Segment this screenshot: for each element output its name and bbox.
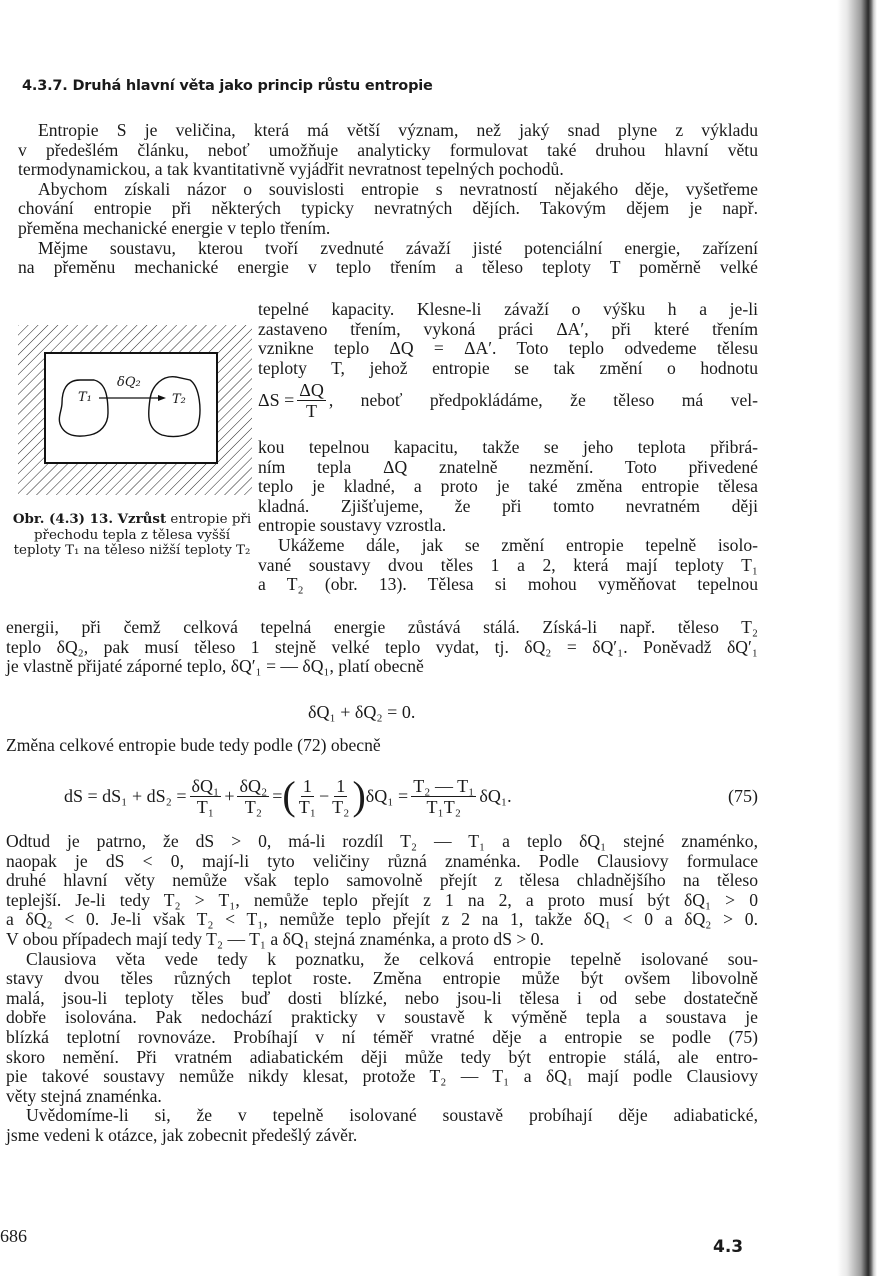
text-line: blízká teplotní rovnováze. Probíhají v ní téměř vratné děje a entropie se podle (75) (6, 1026, 758, 1047)
text-line: Entropie S je veličina, která má větší význam, než jaký snad plyne z výkladu (38, 120, 758, 140)
label-delta-q2: δQ₂ (117, 375, 141, 390)
fraction (297, 380, 326, 421)
text-line: , neboť předpokládáme, že těleso má vel- (328, 390, 758, 410)
paren-close: ) (352, 773, 366, 818)
paragraph-4 (6, 618, 758, 677)
denominator: T (306, 401, 318, 421)
eq-term: δQ₁. (479, 785, 512, 806)
text-line: energii, při čemž celková tepelná energie zůstává stálá. Získá-li např. těleso T₂ (6, 617, 758, 637)
text-line: Clausiova věta vede tedy k poznatku, že celková entropie tepelně isolované sou- (26, 948, 758, 969)
numerator: δQ₂ (239, 775, 268, 796)
text-line: skoro nemění. Při vratném adiabatickém ději může tedy být entropie stálá, ale entro- (6, 1046, 758, 1067)
text-line: kladná. Zjišťujeme, že při tomto nevratném ději (258, 495, 758, 516)
text-line: vznikne teplo ΔQ = ΔA′. Toto teplo odvedeme tělesu (258, 338, 758, 359)
numerator: 1 (302, 775, 312, 796)
caption-text: entropie při přechodu tepla z tělesa vyšší teploty T₁ na těleso nižší teploty T₂ (13, 512, 252, 558)
text-line: v předešlém článku, neboť umožňuje analyticky formulovat také druhou hlavní větu (18, 139, 758, 160)
text-line: teplejší. Je-li tedy T₂ > T₁, nemůže teplo přejít z 1 na 2, a proto musí být δQ₁ > 0 (6, 889, 758, 910)
caption-title: Obr. (4.3) 13. Vzrůst (12, 511, 167, 527)
equation-delta-s (258, 380, 758, 421)
eq-lhs: ΔS = (258, 390, 295, 410)
equation-intro (6, 736, 758, 756)
text-line: zastaveno třením, vykoná práci ΔA′, při které třením (258, 318, 758, 339)
paragraph-3-continued (258, 438, 758, 595)
text-line: a T₂ (obr. 13). Tělesa si mohou vyměňovat tepelnou (258, 574, 758, 595)
text-line: stavy dvou těles různých teplot roste. Změna entropie může být ovšem libovolně (6, 968, 758, 989)
text-line: V obou případech mají tedy T₂ — T₁ a δQ₁ stejná znaménka, a proto dS > 0. (6, 928, 544, 949)
text-line: Mějme soustavu, kterou tvoří zvednuté závaží jisté potenciální energie, zařízení (38, 237, 758, 258)
paren-open: ( (282, 773, 296, 818)
denominator: T₁ (196, 796, 215, 817)
text-line: entropie soustavy vzrostla. (258, 515, 447, 536)
text-line: teplo je kladné, a proto je také změna entropie tělesa (258, 476, 758, 497)
text-line: je vlastně přijaté záporné teplo, δQ′₁ = — δQ₁, platí obecně (6, 656, 424, 677)
page-number: 686 (0, 1226, 27, 1246)
equation-heat-sum: δQ₁ + δQ₂ = 0. (308, 702, 416, 722)
book-binding-shadow (837, 0, 877, 1276)
fraction (332, 776, 349, 817)
operator: + (224, 785, 235, 806)
text-line: Abychom získali názor o souvislosti entropie s nevratností nějakého děje, vyšetřeme (38, 178, 758, 199)
text-line: na přeměnu mechanické energie v teplo třením a těleso teploty T poměrně velké (18, 257, 758, 278)
operator: = (272, 785, 283, 806)
text-line: teplo δQ₂, pak musí těleso 1 stejně velké teplo vydat, tj. δQ₂ = δQ′₁. Poněvadž δQ′₁ (6, 636, 758, 657)
eq-term: δQ₁ = (365, 785, 409, 806)
paragraph-3-column (258, 300, 758, 378)
equation-75 (64, 768, 758, 824)
text-line: druhé hlavní věty nemůže však teplo samovolně přejít z tělesa chladnějšího na těleso (6, 870, 758, 891)
numerator: ΔQ (299, 380, 324, 400)
text-line: naopak je dS < 0, mají-li tyto veličiny různá znaménka. Podle Clausiovy formulace (6, 850, 758, 871)
figure-caption (12, 512, 252, 559)
fraction (190, 776, 222, 817)
text-line: věty stejná znaménka. (6, 1085, 162, 1106)
denominator: T₂ (332, 796, 350, 817)
text-line: teploty T, jehož entropie se tak změní o hodnotu (258, 357, 758, 378)
text-line: kou tepelnou kapacitu, takže se jeho teplota přibrá- (258, 437, 758, 457)
text-line: Ukážeme dále, jak se změní entropie tepelně isolo- (278, 534, 758, 555)
label-t1: T₁ (78, 390, 92, 405)
text-line: Změna celkové entropie bude tedy podle (72) obecně (6, 735, 381, 755)
figure-13-diagram (18, 325, 252, 495)
numerator: 1 (336, 775, 346, 796)
label-t2: T₂ (172, 392, 186, 407)
numerator: δQ₁ (191, 775, 220, 796)
equation-number: (75) (728, 785, 758, 806)
text-line: ním tepla ΔQ znatelně nezmění. Toto přivedené (258, 456, 758, 477)
text-line: malá, jsou-li teploty těles buď dosti blízké, nebo jsou-li tělesa i od sebe dostatečně (6, 987, 758, 1008)
eq-lhs: dS = dS₁ + dS₂ = (64, 785, 187, 806)
text-line: dobře isolována. Pak nedochází prakticky v soustavě k výměně tepla a soustava je (6, 1007, 758, 1028)
text-line: Odtud je patrno, že dS > 0, má-li rozdíl T₂ — T₁ a teplo δQ₁ stejné znaménko, (6, 831, 758, 851)
numerator: T₂ — T₁ (413, 775, 475, 796)
denominator: T₂ (244, 796, 262, 817)
text-line: a δQ₂ < 0. Je-li však T₂ < T₁, nemůže teplo přejít z 2 na 1, takže δQ₁ < 0 a δQ₂ > 0. (6, 909, 758, 930)
text-line: termodynamickou, a tak kvantitativně vyjádřit nevratnost tepelných pochodů. (18, 159, 564, 180)
paragraph-1 (18, 121, 758, 278)
fraction (299, 776, 316, 817)
text-line: tepelné kapacity. Klesne-li závaží o výšku h a je-li (258, 299, 758, 319)
section-heading: 4.3.7. Druhá hlavní věta jako princip růstu entropie (22, 78, 433, 94)
fraction (411, 776, 476, 817)
denominator: T₁T₂ (426, 796, 462, 817)
text-line: přeměna mechanické energie v teplo třením. (18, 217, 331, 238)
text-line: vané soustavy dvou těles 1 a 2, která mají teploty T₁ (258, 554, 758, 575)
text-line: Uvědomíme-li si, že v tepelně isolované soustavě probíhají děje adiabatické, (26, 1105, 758, 1126)
text-line: pie takové soustavy nemůže nikdy klesat, protože T₂ — T₁ a δQ₁ mají podle Clausiovy (6, 1066, 758, 1087)
section-marker: 4.3 (713, 1237, 744, 1257)
text-line: chování entropie při některých typicky nevratných dějích. Takovým dějem je např. (18, 198, 758, 219)
text-line: jsme vedeni k otázce, jak zobecnit předešlý závěr. (6, 1124, 358, 1145)
denominator: T₁ (298, 796, 316, 817)
fraction (237, 776, 269, 817)
paragraph-5 (6, 832, 758, 1146)
operator: − (319, 785, 330, 806)
